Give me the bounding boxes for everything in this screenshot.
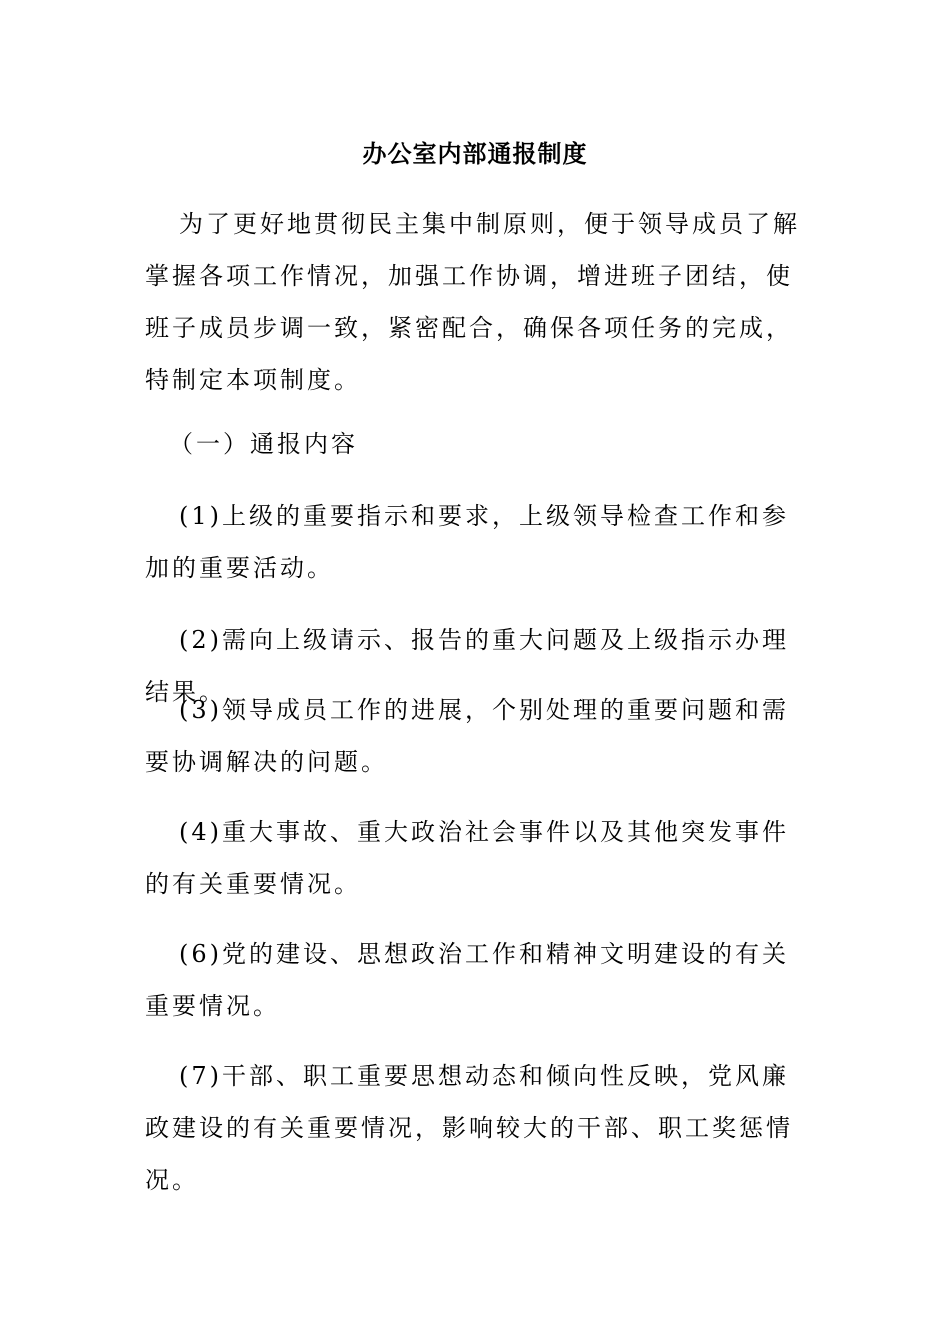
list-item-7: (7)干部、职工重要思想动态和倾向性反映，党风廉政建设的有关重要情况，影响较大的干部、职工奖惩情况。 <box>145 1062 793 1194</box>
list-item-2: (2)需向上级请示、报告的重大问题及上级指示办理结果。 <box>145 626 789 706</box>
list-item-6: (6)党的建设、思想政治工作和精神文明建设的有关重要情况。 <box>145 940 789 1020</box>
list-item-3: (3)领导成员工作的进展，个别处理的重要问题和需要协调解决的问题。 <box>145 696 789 776</box>
list-item-1: (1)上级的重要指示和要求，上级领导检查工作和参加的重要活动。 <box>145 502 789 582</box>
document-title: 办公室内部通报制度 <box>362 139 588 168</box>
section-heading: （一）通报内容 <box>169 430 358 458</box>
intro-paragraph: 为了更好地贯彻民主集中制原则，便于领导成员了解掌握各项工作情况，加强工作协调，增进班子团结，使班子成员步调一致，紧密配合，确保各项任务的完成，特制定本项制度。 <box>145 210 800 394</box>
list-item-4: (4)重大事故、重大政治社会事件以及其他突发事件的有关重要情况。 <box>145 818 789 898</box>
